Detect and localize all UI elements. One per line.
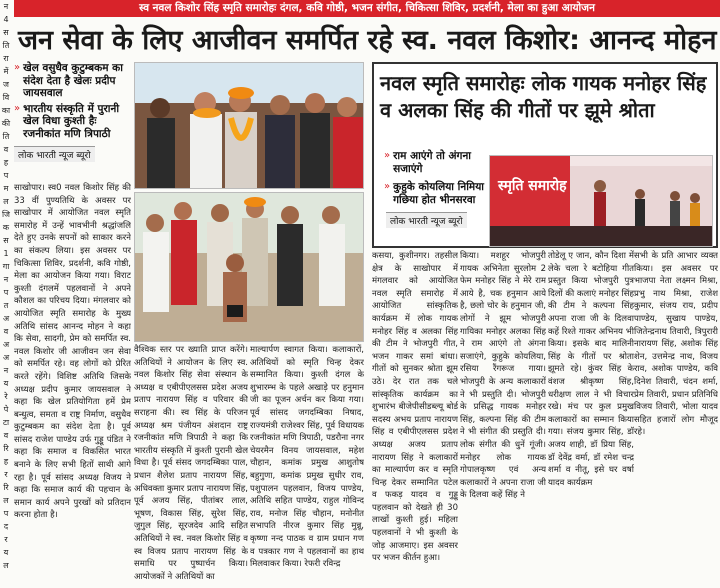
clipped-column-fragment: प xyxy=(3,288,9,297)
clipped-column-fragment: अ xyxy=(2,340,10,349)
sidebar-highlights xyxy=(14,62,131,182)
clipped-column-fragment: ज xyxy=(3,80,9,89)
clipped-column-fragment: ति xyxy=(2,41,10,50)
top-banner: स्व नवल किशोर सिंह स्मृति समारोहः दंगल, कवि गोष्ठी, भजन संगीत, चिकित्सा शिविर, प्रदर्शनी, मेला का हुआ आयोजन xyxy=(14,0,720,17)
clipped-column-fragment: की xyxy=(1,119,11,128)
right-article-column-4: सभी के प्रति आभार व्यक्त किया। इस अवसर पर भाजपा नेता लक्ष्मन मिश्रा, प्रभु नाथ मिश्रा, राजेश कुमार, संजय राय, प्रदीप पाण्डेय, सुखाय पाण्डेय, जितेन्द्रनाथ तिवारी, त्रिपुरारी नारायण सिंह, अशोक सिंह शेन, उत्तमेन्द्र नाथ, विजय राव, अशोक पाण्डेय, कवि दिनेश तिवारी, चंदन शर्मा, प्रेम तिवारी, प्रधान प्रतिनिधि विजय तिवारी, भोला यादव सहित हजारों लोग मौजूद रहे। xyxy=(634,251,718,438)
clipped-column-fragment: द xyxy=(3,522,9,531)
right-article-column-1: कसया, कुशीनगर। तहसील क्षेत्र के साखोपार में मंगलवार को आयोजित नवल स्मृति समारोह में आयोजित सांस्कृतिक कार्यक्रम में लोक गायक मनोहर सिंह व अलका सिंह की टीम ने भोजपुरी गीत, भजन गाकर समां बांधा। गीतों को सुनकर श्रोता झूम उठे। देर रात तक चले सांस्कृतिक कार्यक्रम का शुभारंभ बीजेपीसीडब्ल्यू बोर्ड सदस्य अभय प्रताप नारायण सिंह व एबीपीएलसस प्रदेश अध्यक्ष अजय प्रताप नारायण सिंह ने कलाकारों का माल्यार्पण कर व स्मृति चिन्ह देकर सम्मानित पटेल व फकड़ यादव व गुड्डू पहलवान को देखते ही 30 लाखों कुश्ती हुई। महिला पहलवानों ने भी कुश्ती के जोड़ आजमाए। इस अवसर पर भजन कीर्तन हुआ। xyxy=(372,251,458,564)
arrow-bullet-icon: » xyxy=(384,150,391,161)
clipped-column-fragment: स xyxy=(3,28,9,37)
clipped-column-fragment: प xyxy=(3,171,9,180)
stage-photo-illustration xyxy=(490,156,713,247)
clipped-column-fragment: टा xyxy=(2,418,10,427)
clipped-column-fragment: त xyxy=(3,301,9,310)
clipped-column-fragment: रि xyxy=(3,444,9,453)
clipped-column-fragment: य xyxy=(3,379,9,388)
clipped-column-fragment: रि xyxy=(3,483,9,492)
clipped-column-fragment: न xyxy=(3,366,9,375)
highlight-text: भारतीय संस्कृति में पुरानी खेल विधा कुश्ती हैः रजनीकांत मणि त्रिपाठी xyxy=(23,102,120,140)
clipped-column-fragment: र xyxy=(4,470,8,479)
clipped-column-fragment: गा xyxy=(2,262,10,271)
clipped-column-fragment: 4 xyxy=(3,15,9,24)
clipped-column-fragment: ल xyxy=(3,561,9,570)
photo-stage-performance xyxy=(489,155,713,247)
right-article-column-2: किया। मशहूर भोजपुरी गायक अभिनेता सुरलोम 2 फेम मनोहर सिंह ने मेरे राम आये है, चक हनुमान आये है, छलो चोर के हनुमान जी, लोगों ने झूम भोजपुरी गायिका मनोहर अलका सिंह ने राम आएंगे तो अंगना सजाएंगे, कुहुके कोयलिया, रसिया रैंगरूज गाया। भोजपुरी के अन्य कलाकारों ने भी प्रस्तुति दी। भोजपुरी के प्रसिद्ध गायक मनोहर सिंह, कल्पना सिंह की टीम ने भी संगीत की प्रस्तुति दी। लोक संगीत की धुनें गूंजी। मनोहर लोक गायक गोपालकृष्ण एवं अन्य कलाकारों ने अपना राजा जी के दिलवा कहें सिंह ने xyxy=(460,251,546,501)
photo-wrestling xyxy=(134,192,364,342)
byline: लोक भारती न्यूज ब्यूरो xyxy=(386,212,467,228)
right-story-highlights xyxy=(384,150,489,212)
article-column-1: साखोपार। स्व0 नवल किशोर सिंह की 33 वीं पुण्यतिथि के अवसर पर साखोपार में आयोजित नवल स्मृति समारोह में उन्हें भावभीनी श्रद्धांजलि देते हुए उनके सपनों को साकार करने का संकल्प लिया। इस अवसर पर चिकित्सा शिविर, प्रदर्शनी, कवि गोष्ठी, मेला का आयोजन किया गया। विराट कुश्ती दंगलमें पहलवानों ने अपने कौशल का परिचय दिया। मंगलवार को आयोजित स्मृति समारोह के मुख्य अतिथि सांसद आनन्द मोहन ने कहा कि सेवा, सादगी, प्रेम को समर्पित स्व. नवल किशोर जी आजीवन जन सेवा को समर्पित रहे। वह लोगों को प्रेरित करते रहेंगे। विशिष्ट अतिथि जिसके अध्यक्ष प्रदीप कुमार जायसवाल ने कहा कि खेल प्रतियोगिता हमें प्रेम बन्धुत्व, समता व राष्ट्र निर्माण, वसुधैव कुटुम्बकम का संदेश देता है। पूर्व सांसद राजेश पाण्डेय उर्फ गुड्डू पंडित ने कहा कि समाज व विकसित भारत बनाने के लिए सभी हितों साथी आगे रहा है। पूर्व सांसद अध्यक्ष विजय ने कहा कि समाज कार्य की पहचान के समान कार्य अपने पुरखों को प्रतिदान करना होता है। xyxy=(14,183,131,521)
clipped-column-fragment: ल xyxy=(3,197,9,206)
clipped-column-fragment: स xyxy=(3,236,9,245)
clipped-column-fragment: क xyxy=(2,223,10,232)
highlight-text: राम आएंगे तो अंगना सजाएंगे xyxy=(393,150,472,175)
highlight-text: कुहुके कोयलिया निमिया गछिया होत भीनसरवा xyxy=(393,181,485,206)
clipped-column-fragment: ह xyxy=(3,158,9,167)
felicitation-photo-illustration xyxy=(135,63,364,189)
arrow-bullet-icon: » xyxy=(14,62,21,73)
sidebar-highlight xyxy=(14,62,131,100)
clipped-column-fragment: प xyxy=(3,509,9,518)
wrestling-photo-illustration xyxy=(135,193,364,342)
clipped-column-fragment: व xyxy=(3,431,9,440)
arrow-bullet-icon: » xyxy=(384,181,391,192)
sidebar-highlight xyxy=(14,103,131,141)
clipped-column-fragment: व xyxy=(3,145,9,154)
clipped-column-fragment: म xyxy=(3,184,9,193)
article-column-2: वैश्विक स्तर पर ख्याति प्राप्त करेंगे। अतिथियों ने आयोजन के लिए स्व. नवल किशोर सिंह सेवा संस्थान के अध्यक्ष व एबीपीएलसस प्रदेश अजय प्रताप नारायण सिंह व परिवार की सराहना की। स्व सिंह के परिजन अध्यक्ष श्रम पंजीयन अंशदान राष्ट्र रजनीकांत मणि त्रिपाठी ने कहा कि भारतीय संस्कृति में कुश्ती पुरानी खेल विधा है। पूर्व संसद जगदम्बिका पाल, प्रधान शैलेश प्रताप नारायण सिंह, अधिवक्ता कुमार प्रताप नारायण सिंह, पूर्व अजय सिंह, पीतांबर लाल, भूषण, विकास सिंह, सुरेश सिंह, जुगुल सिंह, सूरजदेव आदि सहित अतिथियों ने स्व. नवल किशोर सिंह व स्व विजय प्रताप नारायण सिंह के समाधि पर पुष्पार्चन किया। आयोजकों ने अतिथियों का xyxy=(134,345,248,582)
clipped-column-fragment: ति xyxy=(2,132,10,141)
byline: लोक भारती न्यूज ब्यूरो xyxy=(14,146,95,162)
right-story-headline: नवल स्मृति समारोहः लोक गायक मनोहर सिंह व अलका सिंह की गीतों पर झूमे श्रोता xyxy=(380,71,707,122)
clipped-column-fragment: रे xyxy=(4,392,8,401)
right-article-column-3: तोडेलू ए जान, कौन दिशा में लेके चला रे बटोहिया गीत प्रस्तुत किया भोजपुरी पुत्र दिलों की कलाएं मनोहर सिंह की टीम ने कल्पना सिंह अपना राजा जी के दिलवा कहें रिश्ते गाकर अभिनय भी किया। इसके बाद मालिनी सिंह के गीतों पर श्रोता झूमते रहे। कुंवर सिंह के वंशज श्रीकृष्ण सिंह, धरीक्षण लाल ने भी विचार रखे। मंच पर कुल प्रमुख कलाकारों का सम्मान किया गया। संजय कुमार सिंह, डॉ अजय शाही, डॉ प्रिया सिंह, डॉ देवेंद्र वर्मा, डॉ रमेश चन्द्र शर्मा व नीतू, इसे घर वर्षा यादव कार्यक्रम xyxy=(548,251,634,488)
clipped-column-fragment: न xyxy=(3,2,9,11)
clipped-column-fragment: 1 xyxy=(3,249,9,258)
clipped-column-fragment: र xyxy=(4,535,8,544)
right-highlight xyxy=(384,150,489,176)
clipped-column-fragment: व xyxy=(3,327,9,336)
photo-felicitation xyxy=(134,62,364,189)
right-highlight xyxy=(384,181,489,207)
main-headline: जन सेवा के लिए आजीवन समर्पित रहे स्व. नवल किशोर: आनन्द मोहन xyxy=(18,25,717,56)
clipped-column-fragment: अ xyxy=(2,353,10,362)
clipped-column-fragment: जि xyxy=(1,210,10,219)
clipped-left-column xyxy=(0,0,12,588)
clipped-column-fragment: ल xyxy=(3,496,9,505)
article-column-3: माल्यार्पण स्वागत किया। कलाकारों, अतिथियों को स्मृति चिन्ह देकर सम्मानित किया। कुश्ती दंगल के शुभारम्भ के पहले अखाड़े पर हनुमान जी का पूजन अर्चन कर किया गया। पूर्व सांसद जगदम्बिका निषाद, राज्यमंत्री राजेश्वर सिंह, पूर्व विधायक रजनीकांत मणि त्रिपाठी, पडरौना नगर चेयरमैन विनय जायसवाल, महेश चौहान, कमांक प्रमुख आशुतोष बहुगुणा, कमांक प्रमुख सुधीर राव, पशुपालन पहलवान, विजय पाण्डेय, अतिथि सहित पाण्डेय, राहुल गोविन्द राव, मनोज सिंह चौहान, मनोनीत सभापति नीरज कुमार सिंह मुन्नू, कृष्णा नन्द पाठक व ग्राम प्रधान गण व पत्रकार गण ने पहलवानों का हाथ मिलवाकर किया। रेफरी रविन्द्र xyxy=(250,345,364,570)
arrow-bullet-icon: » xyxy=(14,102,21,114)
clipped-column-fragment: य xyxy=(3,548,9,557)
clipped-column-fragment: का xyxy=(1,106,11,115)
clipped-column-fragment: पे xyxy=(3,405,9,414)
clipped-column-fragment: अ xyxy=(2,314,10,323)
clipped-column-fragment: में xyxy=(3,67,9,76)
clipped-column-fragment: वि xyxy=(2,93,10,102)
clipped-column-fragment: ह xyxy=(3,457,9,466)
highlight-text: खेल वसुधैव कुटुम्बकम का संदेश देता है खेलः प्रदीप जायसवाल xyxy=(23,62,123,99)
clipped-column-fragment: न xyxy=(3,275,9,284)
clipped-column-fragment: रा xyxy=(3,54,9,63)
stage-banner-text: स्मृति समारोह xyxy=(498,178,567,194)
